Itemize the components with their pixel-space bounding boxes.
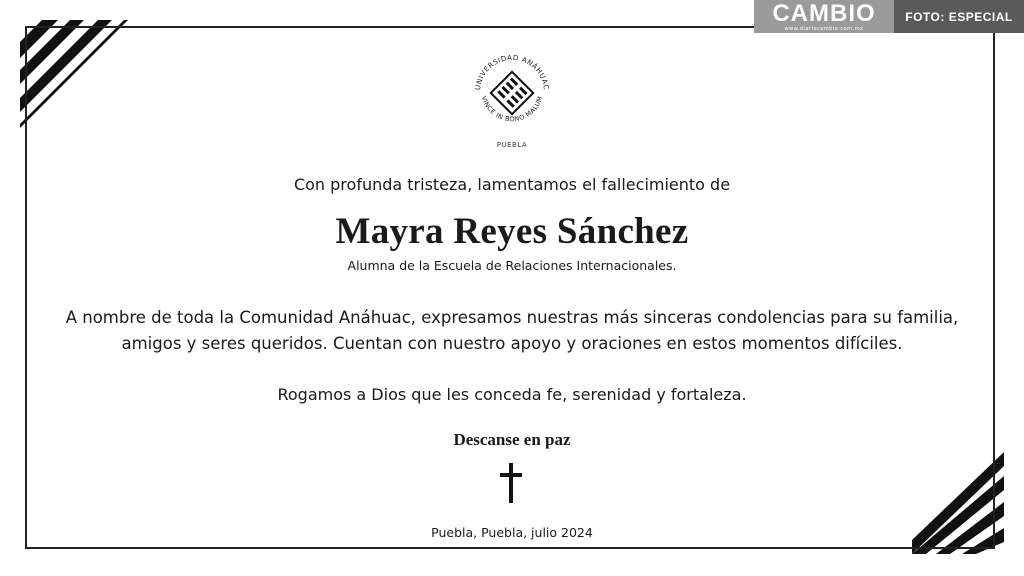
deceased-affiliation: Alumna de la Escuela de Relaciones Internacionales. <box>347 258 677 273</box>
intro-text: Con profunda tristeza, lamentamos el fallecimiento de <box>293 175 731 194</box>
place-and-date: Puebla, Puebla, julio 2024 <box>431 525 593 540</box>
deceased-name: Mayra Reyes Sánchez <box>335 211 689 252</box>
condolence-line-1: A nombre de toda la Comunidad Anáhuac, expresamos nuestras más sinceras condolencias para su familia, <box>65 308 959 327</box>
photo-credit: FOTO: ESPECIAL <box>894 0 1024 33</box>
rest-in-peace: Descanse en paz <box>453 430 571 449</box>
prayer-text: Rogamos a Dios que les conceda fe, serenidad y fortaleza. <box>277 385 747 404</box>
svg-text:VINCE IN BONO MALUM: VINCE IN BONO MALUM <box>479 94 545 124</box>
svg-text:UNIVERSIDAD ANÁHUAC: UNIVERSIDAD ANÁHUAC <box>473 53 551 91</box>
condolence-paragraph <box>25 305 999 357</box>
condolence-line-2: amigos y seres queridos. Cuentan con nuestro apoyo y oraciones en estos momentos difíciles. <box>121 334 903 353</box>
cross-icon <box>498 463 524 503</box>
university-seal <box>470 50 554 134</box>
seal-campus: PUEBLA <box>496 141 528 149</box>
source-watermark <box>754 0 1024 33</box>
brand-logo: CAMBIO www.diariocambio.com.mx <box>754 0 894 33</box>
